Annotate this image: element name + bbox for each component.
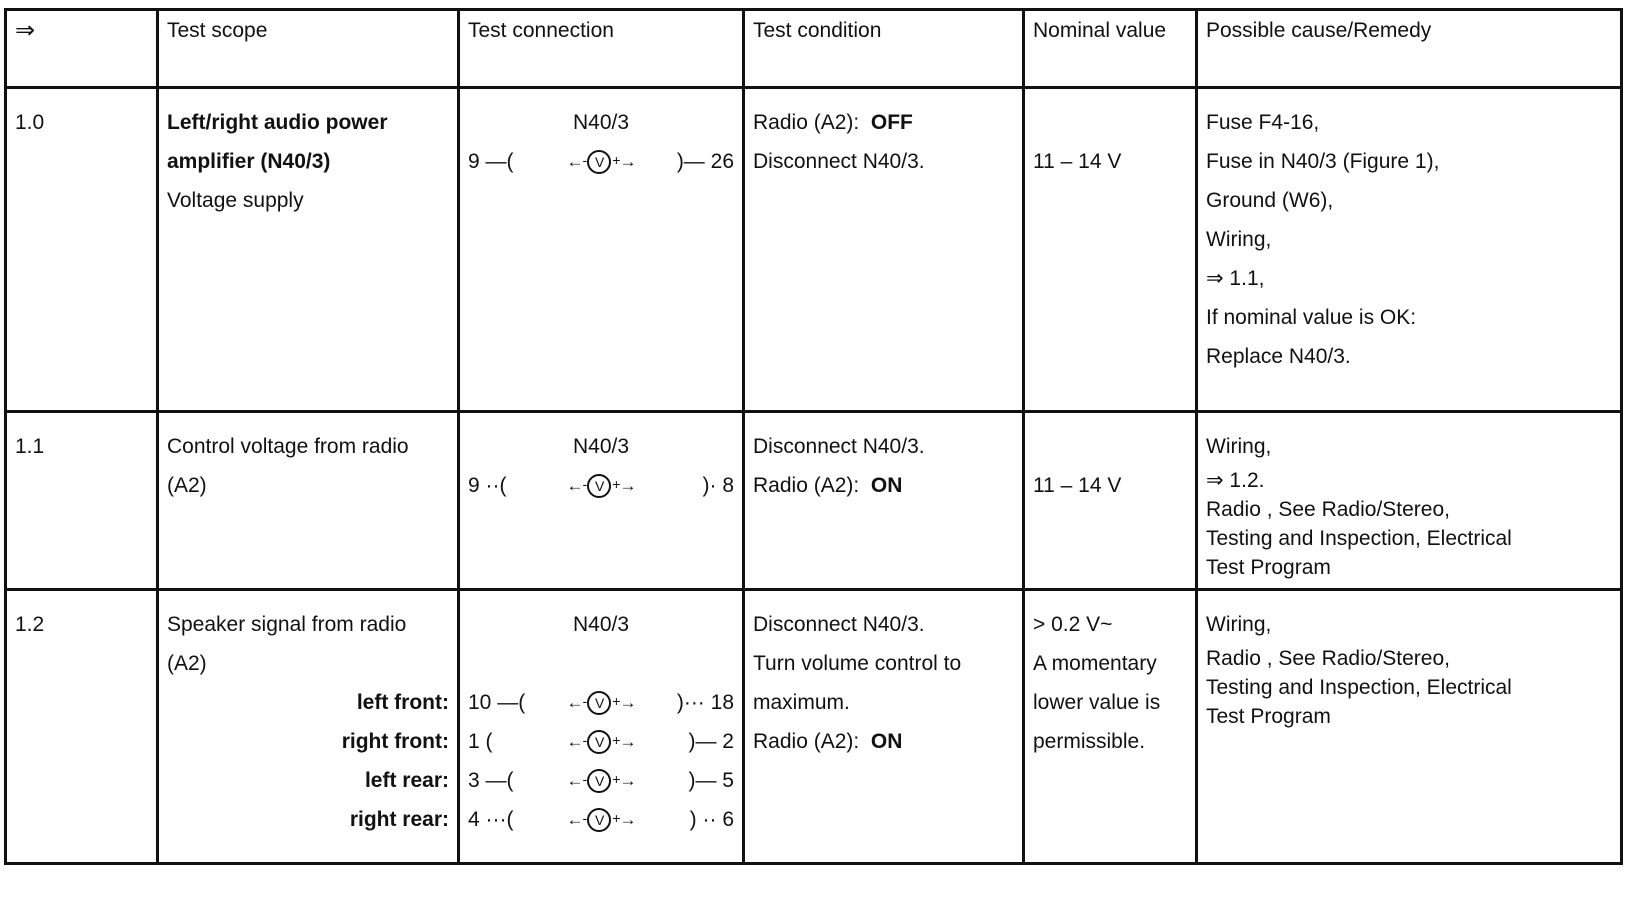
- condition-line: Radio (A2): ON: [753, 474, 903, 497]
- remedy-line: If nominal value is OK:: [1206, 306, 1417, 329]
- nominal-value-cell: [1024, 88, 1197, 412]
- test-condition-cell: [744, 88, 1024, 412]
- pin-right: )— 26: [676, 150, 734, 173]
- remedy-line: Wiring,: [1206, 228, 1272, 251]
- wiring-line-right-rear: [468, 800, 734, 839]
- condition-line: Turn volume control to: [753, 652, 962, 675]
- pin-left: 10 —(: [468, 691, 526, 714]
- voltmeter-icon: ← - V + →: [567, 800, 636, 839]
- remedy-cell: [1197, 590, 1622, 864]
- speaker-label-right-front: right front:: [341, 730, 449, 753]
- voltmeter-icon: ← - V + →: [567, 761, 636, 800]
- condition-line: Radio (A2): OFF: [753, 111, 913, 134]
- remedy-line: Ground (W6),: [1206, 189, 1334, 212]
- pin-right: )— 2: [688, 730, 734, 753]
- condition-line: maximum.: [753, 691, 850, 714]
- remedy-line: Testing and Inspection, Electrical: [1206, 527, 1512, 550]
- test-condition-cell: [744, 590, 1024, 864]
- remedy-line: Test Program: [1206, 556, 1331, 579]
- scope-line: Control voltage from radio: [167, 435, 409, 458]
- voltmeter-icon: ← - V + →: [567, 683, 636, 722]
- pin-right: ) ·· 6: [689, 808, 734, 831]
- header-possible-cause: Possible cause/Remedy: [1197, 10, 1622, 88]
- pin-left: 4 ···(: [468, 808, 514, 831]
- radio-state: ON: [870, 730, 903, 753]
- condition-line: Disconnect N40/3.: [753, 613, 925, 636]
- scope-title-line: Left/right audio power: [167, 111, 388, 134]
- diagnosis-table-sheet: [4, 8, 1620, 868]
- pin-left: 3 —(: [468, 769, 514, 792]
- remedy-line: Radio , See Radio/Stereo,: [1206, 498, 1450, 521]
- step-number: 1.1: [6, 412, 158, 590]
- radio-state: OFF: [870, 111, 913, 134]
- voltmeter-icon: ← - V + →: [567, 466, 636, 505]
- scope-line: (A2): [167, 652, 207, 675]
- speaker-label-left-rear: left rear:: [364, 769, 449, 792]
- nominal-value-cell: [1024, 590, 1197, 864]
- scope-title-line: amplifier (N40/3): [167, 150, 331, 173]
- remedy-line: Radio , See Radio/Stereo,: [1206, 647, 1450, 670]
- nominal-note: A momentary: [1033, 652, 1157, 675]
- remedy-line: Replace N40/3.: [1206, 345, 1351, 368]
- remedy-line: Wiring,: [1206, 613, 1272, 636]
- condition-line: Disconnect N40/3.: [753, 150, 925, 173]
- speaker-label-left-front: left front:: [356, 691, 449, 714]
- pin-right: )— 5: [688, 769, 734, 792]
- table-row: [6, 412, 1622, 590]
- pin-right: )· 8: [702, 474, 734, 497]
- scope-line: (A2): [167, 474, 207, 497]
- step-number: 1.2: [6, 590, 158, 864]
- remedy-line: ⇒ 1.1,: [1206, 267, 1265, 290]
- header-nominal-value: Nominal value: [1024, 10, 1197, 88]
- remedy-line: Wiring,: [1206, 435, 1272, 458]
- step-number: 1.0: [6, 88, 158, 412]
- remedy-cell: [1197, 412, 1622, 590]
- wiring-line-left-front: [468, 683, 734, 722]
- header-arrow: ⇒: [6, 10, 158, 88]
- table-header-row: [6, 10, 1622, 88]
- nominal-value: 11 – 14 V: [1033, 150, 1122, 173]
- connector-label: N40/3: [572, 613, 630, 636]
- test-connection-cell: [459, 88, 744, 412]
- pin-right: )··· 18: [676, 691, 734, 714]
- condition-line: Disconnect N40/3.: [753, 435, 925, 458]
- connector-label: N40/3: [572, 435, 630, 458]
- remedy-cell: [1197, 88, 1622, 412]
- nominal-value-cell: [1024, 412, 1197, 590]
- test-scope-cell: [158, 590, 459, 864]
- scope-subtitle: Voltage supply: [167, 189, 304, 212]
- table-row: [6, 88, 1622, 412]
- remedy-line: Fuse in N40/3 (Figure 1),: [1206, 150, 1440, 173]
- header-test-condition: Test condition: [744, 10, 1024, 88]
- pin-left: 9 —(: [468, 150, 514, 173]
- test-condition-cell: [744, 412, 1024, 590]
- test-connection-cell: [459, 590, 744, 864]
- voltmeter-icon: ← - V + →: [567, 722, 636, 761]
- nominal-note: permissible.: [1033, 730, 1146, 753]
- condition-line: Radio (A2): ON: [753, 730, 903, 753]
- wiring-line-right-front: [468, 722, 734, 761]
- wiring-line: [468, 142, 734, 181]
- nominal-value: 11 – 14 V: [1033, 474, 1122, 497]
- scope-line: Speaker signal from radio: [167, 613, 407, 636]
- radio-state: ON: [870, 474, 903, 497]
- wiring-line-left-rear: [468, 761, 734, 800]
- nominal-value: > 0.2 V~: [1033, 613, 1113, 636]
- wiring-line: [468, 466, 734, 505]
- pin-left: 1 (: [468, 730, 493, 753]
- pin-left: 9 ··(: [468, 474, 507, 497]
- diagnosis-table: [4, 8, 1623, 865]
- header-test-scope: Test scope: [158, 10, 459, 88]
- remedy-line: ⇒ 1.2.: [1206, 469, 1265, 492]
- connector-label: N40/3: [572, 111, 630, 134]
- voltmeter-icon: ← - V + →: [567, 142, 636, 181]
- nominal-note: lower value is: [1033, 691, 1161, 714]
- test-connection-cell: [459, 412, 744, 590]
- test-scope-cell: [158, 412, 459, 590]
- speaker-label-right-rear: right rear:: [349, 808, 449, 831]
- header-test-connection: Test connection: [459, 10, 744, 88]
- remedy-line: Testing and Inspection, Electrical: [1206, 676, 1512, 699]
- remedy-line: Test Program: [1206, 705, 1331, 728]
- remedy-line: Fuse F4-16,: [1206, 111, 1320, 134]
- table-row: [6, 590, 1622, 864]
- test-scope-cell: [158, 88, 459, 412]
